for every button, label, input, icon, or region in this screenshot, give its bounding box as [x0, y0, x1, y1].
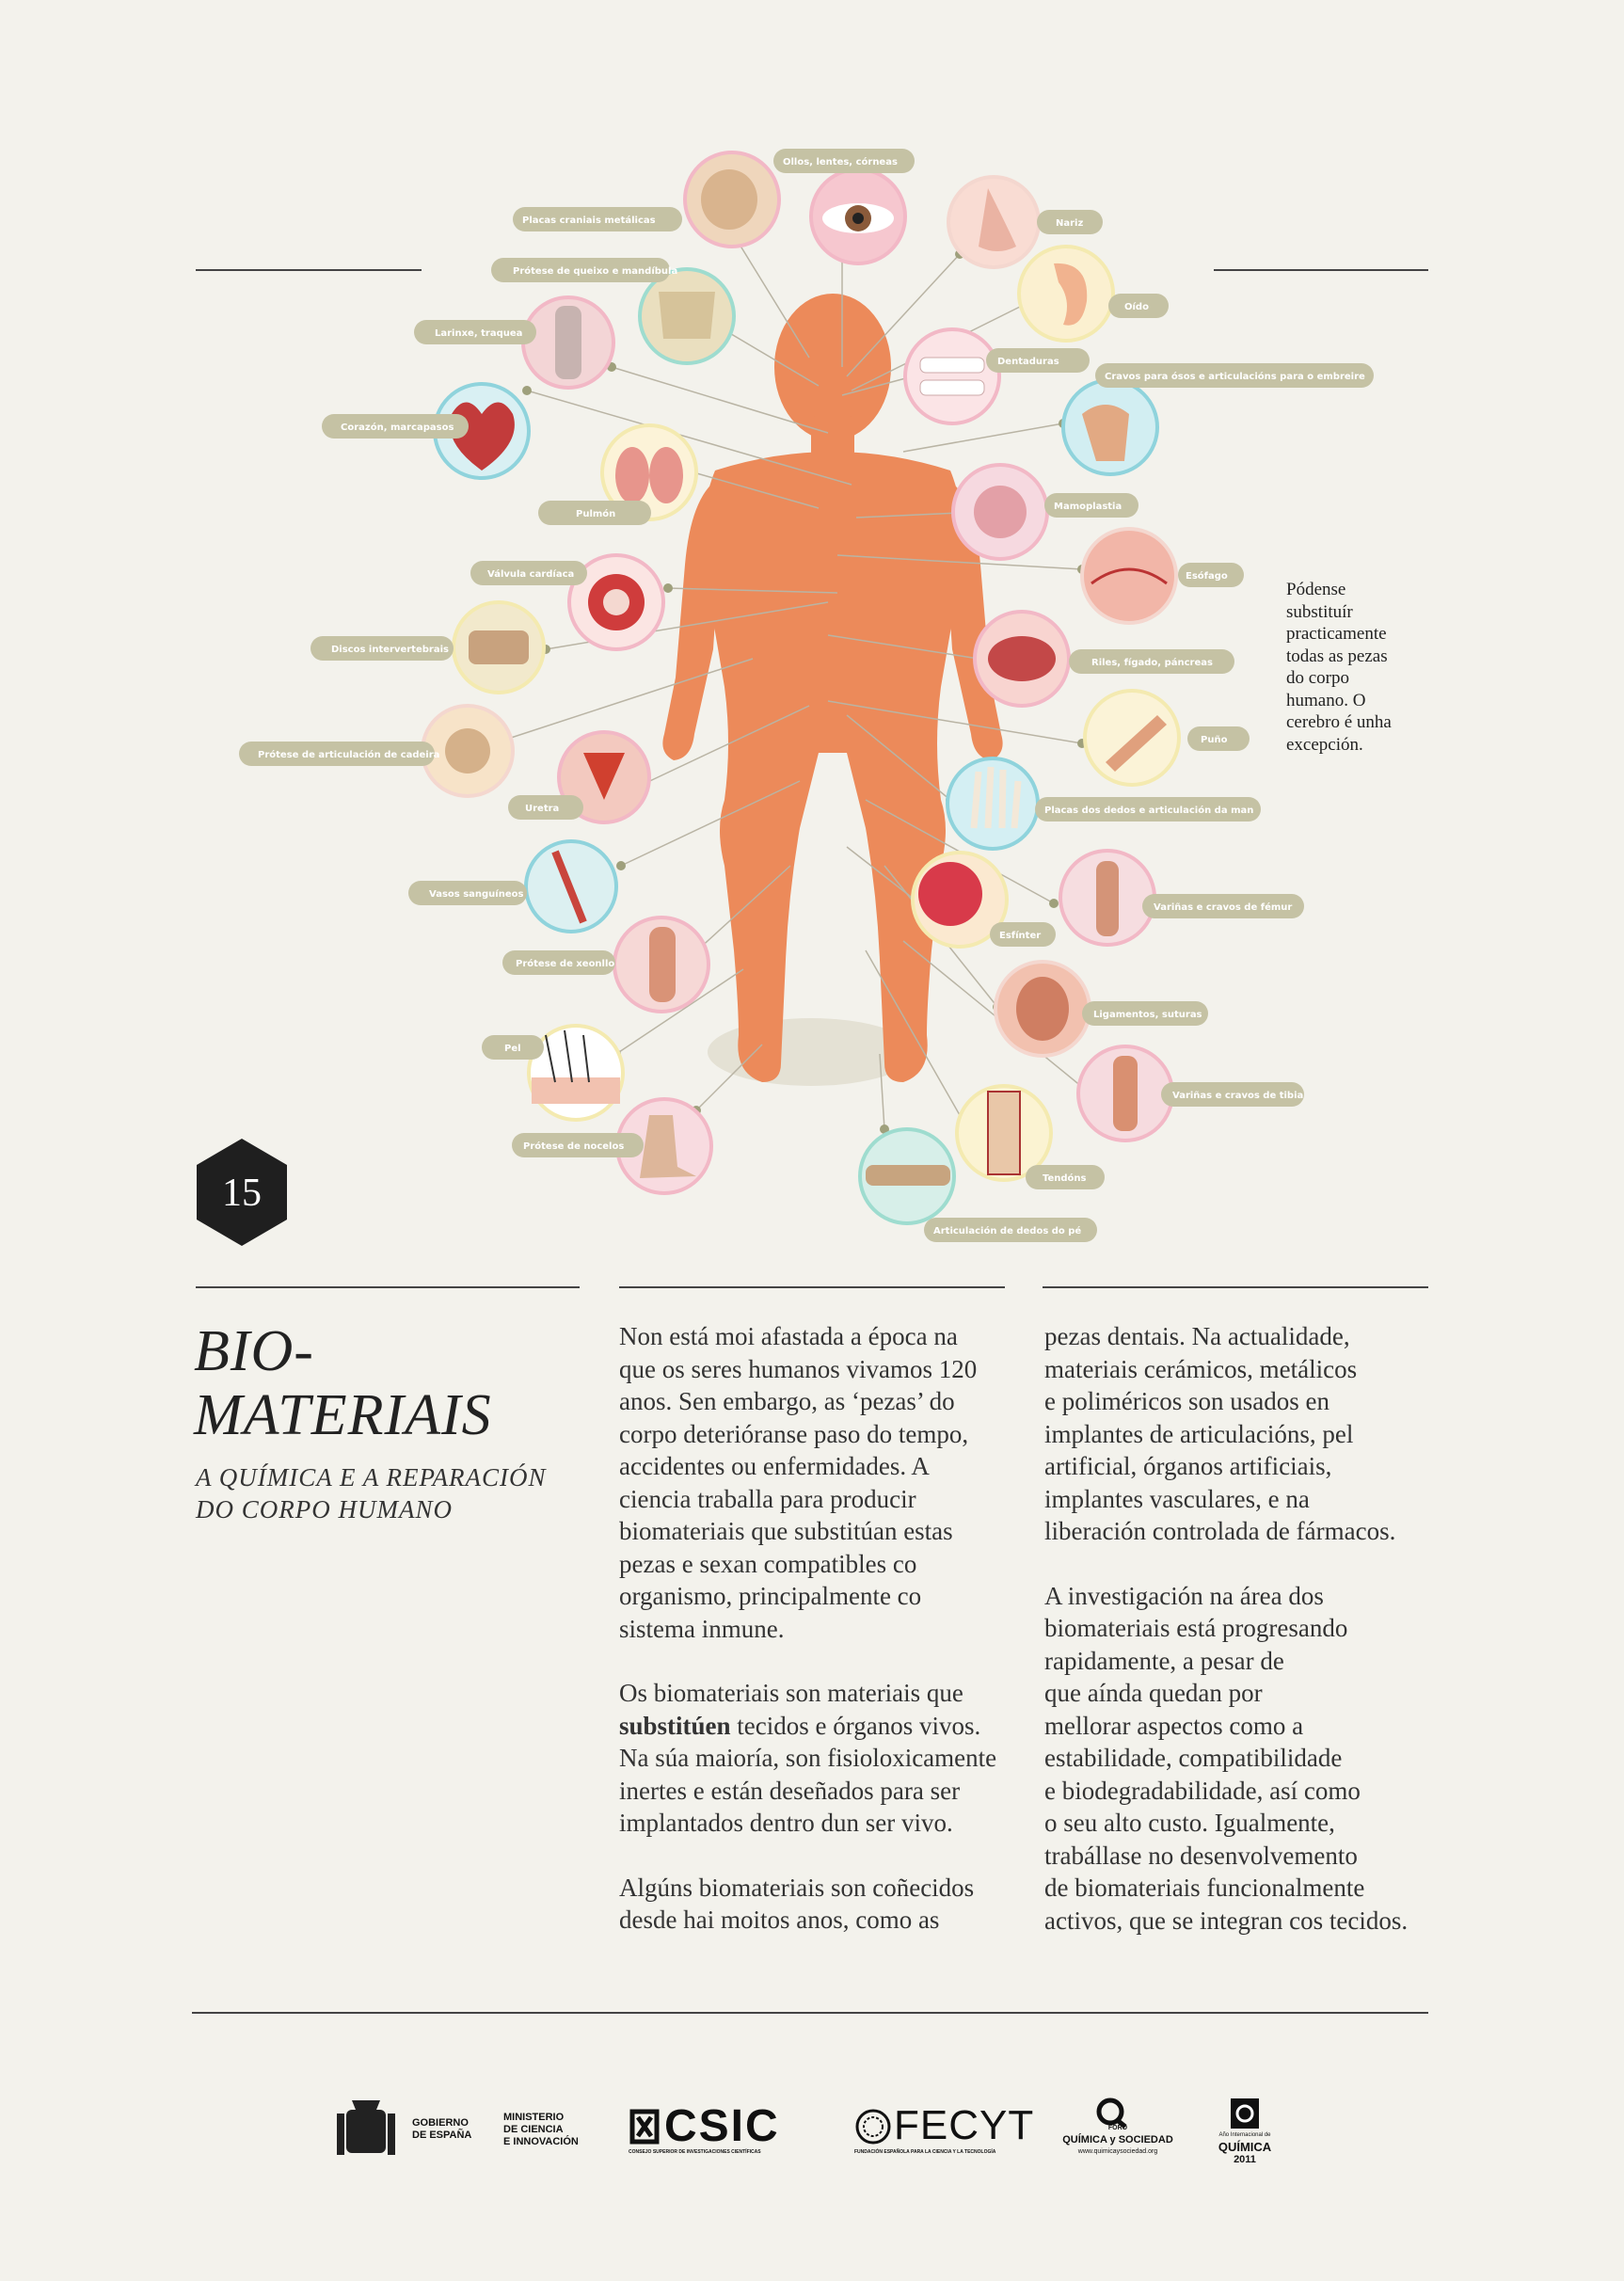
svg-text:Puño: Puño [1201, 735, 1228, 745]
coat-of-arms-icon [335, 2097, 397, 2162]
toe-joint-illustration [860, 1129, 954, 1223]
page-number: 15 [222, 1172, 262, 1215]
page-number-badge [193, 1137, 291, 1248]
skin-illustration [529, 1026, 623, 1120]
page-title [194, 1319, 492, 1447]
wrist-illustration [1085, 691, 1179, 785]
rule-col-title [196, 1286, 580, 1288]
label-puno [1187, 726, 1250, 751]
larynx-illustration [523, 297, 613, 388]
foro-url: www.quimicaysociedad.org [1077, 2148, 1158, 2155]
label-placas-craniais [513, 207, 682, 231]
eye-illustration [811, 169, 905, 263]
foro-quimica-logo [1052, 2097, 1184, 2172]
svg-text:Nariz: Nariz [1056, 218, 1084, 229]
svg-text:Esfínter: Esfínter [999, 931, 1042, 941]
sponsor-logos [0, 2080, 1624, 2193]
svg-text:Uretra: Uretra [525, 804, 560, 814]
label-esofago [1178, 563, 1244, 587]
csic-subtext: CONSEJO SUPERIOR DE INVESTIGACIONES CIENTÍFICAS [629, 2149, 761, 2155]
svg-text:Articulación de dedos do pé: Articulación de dedos do pé [933, 1226, 1082, 1236]
svg-text:Variñas e cravos de fémur: Variñas e cravos de fémur [1154, 902, 1293, 913]
jaw-illustration [640, 269, 734, 363]
svg-text:Oído: Oído [1124, 302, 1149, 312]
ano-year: 2011 [1234, 2154, 1256, 2165]
flask-icon [1095, 2097, 1133, 2129]
subtitle-line-1: A QUÍMICA E A REPARACIÓN [196, 1463, 547, 1491]
label-nariz [1037, 210, 1103, 234]
subtitle-line-2: DO CORPO HUMANO [196, 1495, 453, 1523]
paragraph-text: tecidos e órganos vivos. Na súa maioría, son fisioloxicamente inertes e están deseñados para ser implantados dentro dun ser vivo. [619, 1711, 997, 1837]
svg-text:Corazón, marcapasos: Corazón, marcapasos [341, 423, 454, 433]
svg-text:Cravos para ósos e articulació: Cravos para ósos e articulacións para o embreire [1105, 372, 1365, 382]
chemistry-year-icon [1229, 2097, 1261, 2130]
emphasis-text: substitúen [619, 1711, 731, 1740]
ear-illustration [1019, 247, 1113, 341]
fecyt-logo [854, 2102, 1035, 2162]
svg-text:Mamoplastia: Mamoplastia [1054, 502, 1122, 512]
foro-text: QUÍMICA y SOCIEDAD [1062, 2134, 1173, 2145]
svg-text:Prótese de queixo e mandíbula: Prótese de queixo e mandíbula [513, 266, 678, 277]
paragraph-text: Os biomateriais son materiais que [619, 1679, 963, 1707]
label-uretra [508, 795, 583, 820]
paragraph: Algúns biomateriais son coñecidos desde hai moitos anos, como as [619, 1873, 975, 1934]
label-protese-cadeira [239, 742, 439, 766]
fecyt-seal-icon [854, 2108, 892, 2145]
bottom-rule [192, 2012, 1428, 2014]
title-line-1: BIO- [194, 1319, 314, 1383]
paragraph [619, 1677, 1024, 1840]
femur-illustration [1060, 851, 1154, 945]
label-dentaduras [986, 348, 1090, 373]
svg-text:Prótese de articulación de cad: Prótese de articulación de cadeira [258, 750, 440, 760]
csic-logo [629, 2101, 817, 2162]
svg-text:Esófago: Esófago [1186, 571, 1228, 582]
label-pulmon [538, 501, 651, 525]
ano-text: Año Internacional de [1218, 2132, 1271, 2138]
paragraph: A investigación na área dos biomateriais está progresando rapidamente, a pesar de que aínda quedan por mellorar aspectos como a estabilidade, compatibilidade e biodegradabilidade, así como o seu alto custo. Igualmente, trabállase no desenvolvemento de biomateriais funcionalmente activos, que se integran cos tecidos. [1044, 1581, 1409, 1935]
svg-text:Variñas e cravos de tibia: Variñas e cravos de tibia [1172, 1091, 1304, 1101]
ministerio-logo: MINISTERIO DE CIENCIA E INNOVACIÓN [503, 2112, 579, 2147]
csic-emblem-icon [629, 2108, 661, 2145]
svg-text:Placas dos dedos e articulació: Placas dos dedos e articulación da man [1044, 806, 1254, 816]
ligaments-illustration [995, 962, 1090, 1056]
skull-illustration [685, 152, 779, 247]
svg-text:Larinxe, traquea: Larinxe, traquea [435, 328, 523, 339]
label-discos [310, 636, 454, 661]
label-vasos [408, 881, 527, 905]
side-note: Pódense substituír practicamente todas as pezas do corpo humano. O cerebro é unha excepción. [1286, 580, 1392, 755]
svg-text:Ollos, lentes, córneas: Ollos, lentes, córneas [783, 157, 898, 167]
label-larinxe [414, 320, 536, 344]
label-valvula [470, 561, 587, 585]
label-protese-xeonllo [502, 950, 615, 975]
svg-text:Prótese de nocelos: Prótese de nocelos [523, 1141, 625, 1152]
svg-text:Discos intervertebrais: Discos intervertebrais [331, 645, 449, 655]
title-line-2: MATERIAIS [194, 1383, 492, 1447]
svg-text:Vasos sanguíneos: Vasos sanguíneos [429, 889, 524, 900]
foro-top-text: FORO [1107, 2125, 1128, 2131]
shoulder-bone-illustration [1063, 380, 1157, 474]
label-oido [1108, 294, 1169, 318]
svg-text:Ligamentos, suturas: Ligamentos, suturas [1093, 1010, 1202, 1020]
gobierno-logo [335, 2097, 476, 2162]
fecyt-subtext: FUNDACIÓN ESPAÑOLA PARA LA CIENCIA Y LA TECNOLOGÍA [854, 2149, 996, 2155]
text-column-1 [619, 1320, 1024, 1969]
spine-disc-illustration [454, 602, 544, 693]
label-articulacion-dedos-pe [924, 1218, 1097, 1242]
label-mamoplastia [1044, 493, 1138, 518]
label-protese-queixo [491, 258, 677, 282]
hand-illustration [947, 758, 1038, 849]
tibia-illustration [1078, 1046, 1172, 1140]
svg-text:Pel: Pel [504, 1044, 521, 1054]
svg-text:Tendóns: Tendóns [1043, 1173, 1087, 1184]
paragraph: pezas dentais. Na actualidade, materiais cerámicos, metálicos e poliméricos son usados en implantes de articulacións, pel artificial, órganos artificiais, implantes vasculares, e na liberación controlada de fármacos. [1044, 1322, 1396, 1545]
svg-text:Riles, fígado, páncreas: Riles, fígado, páncreas [1091, 658, 1213, 668]
svg-text:Placas craniais metálicas: Placas craniais metálicas [522, 215, 656, 226]
svg-text:Válvula cardíaca: Válvula cardíaca [487, 569, 575, 580]
label-corazon [322, 414, 469, 439]
esophagus-illustration [1082, 529, 1176, 623]
label-cravos-osos [1095, 363, 1374, 388]
label-protese-nocelos [512, 1133, 644, 1157]
svg-text:Dentaduras: Dentaduras [997, 357, 1059, 367]
label-varinas-femur [1142, 894, 1304, 918]
gobierno-text: GOBIERNO DE ESPAÑA [412, 2117, 472, 2141]
svg-text:Prótese de xeonllo: Prótese de xeonllo [516, 959, 615, 969]
ano-quimica-text: QUÍMICA [1218, 2140, 1272, 2154]
label-varinas-tibia [1161, 1082, 1304, 1107]
teeth-illustration [905, 329, 999, 423]
label-placas-dedos [1035, 797, 1261, 821]
vessels-illustration [526, 841, 616, 932]
page-subtitle [196, 1461, 546, 1525]
label-esfinter [990, 922, 1056, 947]
fecyt-text: FECYT [894, 2102, 1035, 2148]
label-riles [1069, 649, 1234, 674]
nose-illustration [948, 177, 1039, 267]
text-column-2 [1044, 1320, 1458, 1969]
rule-col-2 [1043, 1286, 1428, 1288]
label-pel [482, 1035, 544, 1060]
rule-col-1 [619, 1286, 1005, 1288]
csic-text: CSIC [664, 2101, 780, 2151]
paragraph: Non está moi afastada a época na que os seres humanos vivamos 120 anos. Sen embargo, as ‘pezas’ do corpo deterióranse paso do tempo, accidentes ou enfermidades. A ciencia traballa para producir biomateriais que substitúan estas pezas e sexan compatibles co organismo, principalmente co sistema inmune. [619, 1322, 978, 1643]
label-ollos [773, 149, 915, 173]
label-ligamentos [1082, 1001, 1208, 1026]
breast-illustration [953, 465, 1047, 559]
ano-quimica-logo [1202, 2097, 1287, 2181]
knee-illustration [614, 917, 709, 1012]
label-tendons [1026, 1165, 1105, 1189]
organs-illustration [975, 612, 1069, 706]
svg-text:Pulmón: Pulmón [576, 509, 616, 519]
